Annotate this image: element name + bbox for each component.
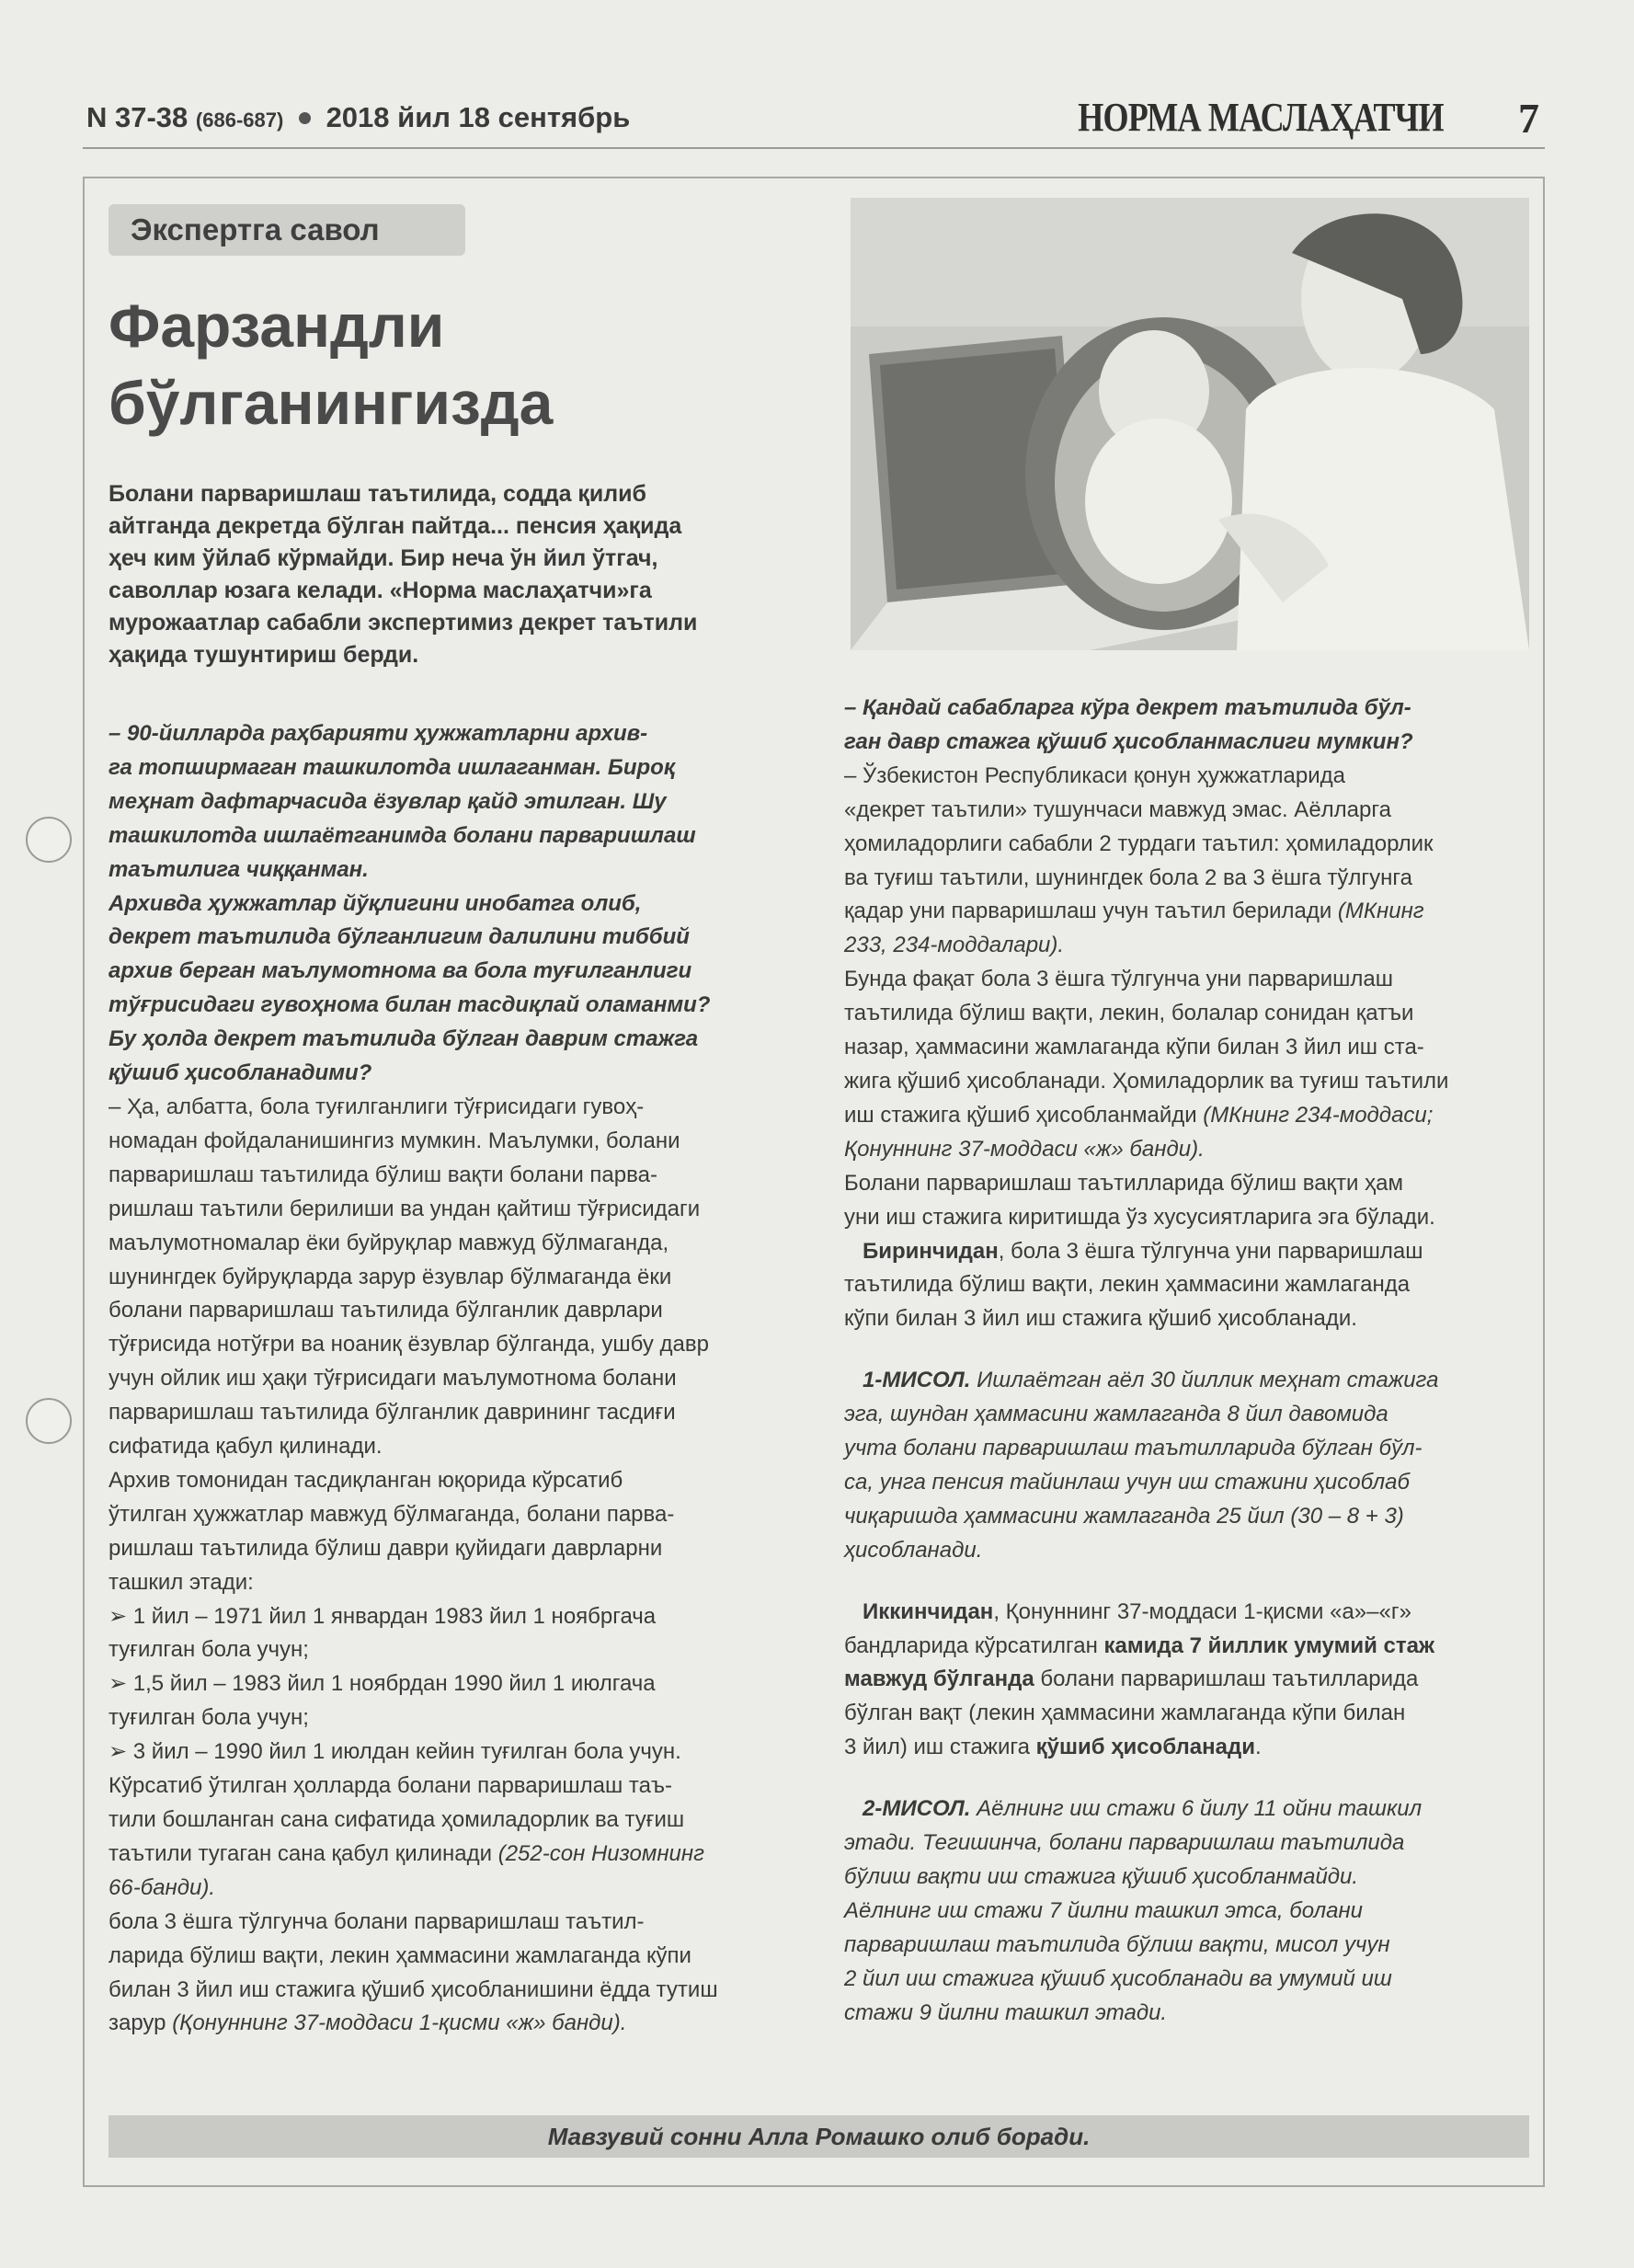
example-line: стажи 9 йилни ташкил этади. [844, 1999, 1168, 2025]
answer-line: ➢ 3 йил – 1990 йил 1 июлдан кейин туғилган бола учун. [109, 1739, 681, 1765]
answer-line: ҳомиладорлиги сабабли 2 турдаги таътил: ҳомиладорлик [844, 830, 1434, 856]
question-line: архив берган маълумотнома ва бола туғилганлиги [109, 958, 692, 984]
question-line: меҳнат дафтарчасида ёзувлар қайд этилган. Шу [109, 788, 667, 814]
answer-line: бўлган вақт (лекин ҳаммасини жамлаганда кўпи билан [844, 1701, 1406, 1726]
reader-question [844, 692, 1529, 760]
question-line: Архивда ҳужжатлар йўқлигини инобатга олиб, [109, 890, 642, 916]
answer-line: кўпи билан 3 йил иш стажига қўшиб ҳисобланади. [844, 1306, 1357, 1332]
binder-hole-icon [26, 817, 72, 863]
emphasis-text: мавжуд бўлганда [844, 1667, 1034, 1692]
answer-line: парваришлаш таътилида бўлиш вақти болани парва- [109, 1162, 657, 1187]
answer-line: ўтилган ҳужжатлар мавжуд бўлмаганда, болани парва- [109, 1501, 675, 1527]
answer-line: таътилида бўлиш вақти, лекин ҳаммасини жамлаганда [844, 1272, 1411, 1298]
answer-line: – Ҳа, албатта, бола туғилганлиги тўғрисидаги гувоҳ- [109, 1094, 645, 1119]
example-label: 2-МИСОЛ. [863, 1796, 971, 1822]
answer-line [844, 1630, 1529, 1664]
answer-line: назар, ҳаммасини жамлаганда кўпи билан 3 йил иш ста- [844, 1035, 1424, 1060]
answer-line: шунингдек буйруқларда зарур ёзувлар бўлмаганда ёки [109, 1264, 672, 1289]
answer-line: номадан фойдаланишингиз мумкин. Маълумки, болани [109, 1128, 680, 1153]
answer-line [844, 1099, 1529, 1133]
question-line: га топширмаган ташкилотда ишлаганман. Бироқ [109, 754, 675, 780]
mother-baby-laptop-illustration [851, 198, 1529, 650]
answer-line [844, 1235, 1529, 1269]
page-number: 7 [1518, 95, 1539, 142]
answer-line: билан 3 йил иш стажига қўшиб ҳисобланишини ёдда тутиш [109, 1976, 718, 2002]
question-line: ташкилотда ишлаётганимда болани парваришлаш [109, 822, 696, 848]
emphasis-text: Биринчидан [863, 1238, 999, 1264]
answer-text: 3 йил) иш стажига [844, 1735, 1036, 1760]
emphasis-text: қўшиб ҳисобланади [1035, 1735, 1255, 1760]
answer-line: уни иш стажига киритишда ўз хусусиятларига эга бўлади. [844, 1204, 1435, 1230]
answer-line: ришлаш таътилида бўлиш даври қуйидаги даврларни [109, 1535, 663, 1561]
example-line: парваришлаш таътилида бўлиш вақти, мисол учун [844, 1931, 1390, 1957]
answer-line: жига қўшиб ҳисобланади. Ҳомиладорлик ва туғиш таътили [844, 1068, 1449, 1094]
answer-line: ришлаш таътили берилиши ва ундан қайтиш тўғрисидаги [109, 1196, 701, 1221]
example-text: Ишлаётган аёл 30 йиллик меҳнат стажига [970, 1368, 1439, 1393]
answer-text: болани парваришлаш таътилларида [1034, 1667, 1419, 1692]
question-line: тўғрисидаги гувоҳнома билан тасдиқлай оламанми? [109, 992, 711, 1018]
legal-reference: (МКнинг [1331, 899, 1424, 924]
emphasis-text: Иккинчидан [863, 1598, 994, 1624]
answer-line: Болани парваришлаш таътилларида бўлиш вақти ҳам [844, 1170, 1403, 1196]
answer-line: «декрет таътили» тушунчаси мавжуд эмас. Аёлларга [844, 796, 1391, 822]
page-header [83, 92, 1545, 149]
example-label: 1-МИСОЛ. [863, 1368, 971, 1393]
answer-line: туғилган бола учун; [109, 1637, 309, 1663]
lead-line: ҳеч ким ўйлаб кўрмайди. Бир неча ўн йил ўтгач, [109, 545, 658, 571]
answer-line: сифатида қабул қилинади. [109, 1434, 383, 1460]
answer-line [109, 2007, 800, 2041]
spacer [844, 1765, 1529, 1793]
answer-line: ларида бўлиш вақти, лекин ҳаммасини жамлаганда кўпи [109, 1942, 691, 1968]
answer-line [844, 1596, 1529, 1630]
example-1 [844, 1364, 1529, 1567]
answer-line: маълумотномалар ёки буйруқлар мавжуд бўлмаганда, [109, 1230, 669, 1255]
answer-text: , Қонуннинг 37-моддаси 1-қисми «а»–«г» [993, 1598, 1411, 1624]
example-line: эга, шундан ҳаммасини жамлаганда 8 йил давомида [844, 1402, 1388, 1427]
answer-text: қадар уни парваришлаш учун таътил берилади [844, 899, 1332, 924]
question-line: декрет таътилида бўлганлигим далилини тиббий [109, 924, 690, 950]
answer-line: Бунда фақат бола 3 ёшга тўлгунча уни парваришлаш [844, 967, 1393, 992]
answer-text: , бола 3 ёшга тўлгунча уни парваришлаш [998, 1238, 1423, 1264]
legal-reference: (Қонуннинг 37-моддаси 1-қисми «ж» банди). [172, 2010, 627, 2036]
example-line [844, 1364, 1529, 1398]
answer-line: бола 3 ёшга тўлгунча болани парваришлаш таътил- [109, 1908, 645, 1934]
lead-line: саволлар юзага келади. «Норма маслаҳатчи»га [109, 578, 652, 603]
expert-answer [109, 1091, 800, 2041]
answer-line: ➢ 1,5 йил – 1983 йил 1 ноябрдан 1990 йил 1 июлгача [109, 1671, 656, 1697]
answer-line: – Ўзбекистон Республикаси қонун ҳужжатларида [844, 762, 1345, 788]
answer-line [844, 895, 1529, 929]
lead-line: мурожаатлар сабабли экспертимиз декрет таътили [109, 610, 698, 636]
headline-line: бўлганингизда [109, 369, 554, 437]
answer-line: болани парваришлаш таътилида бўлганлик даврлари [109, 1298, 663, 1323]
left-column [109, 717, 800, 2041]
answer-text: иш стажига қўшиб ҳисобланмайди [844, 1102, 1197, 1128]
legal-reference: Қонуннинг 37-моддаси «ж» банди). [844, 1136, 1205, 1162]
answer-line [844, 1731, 1529, 1765]
right-column [844, 692, 1529, 2031]
answer-text: бандларида кўрсатилган [844, 1632, 1104, 1658]
rubric-label: Экспертга савол [109, 204, 465, 256]
reader-question [109, 717, 800, 1091]
example-line: учта болани парваришлаш таътилларида бўлган бўл- [844, 1436, 1423, 1461]
answer-line: туғилган бола учун; [109, 1705, 309, 1731]
answer-line: Архив томонидан тасдиқланган юқорида кўрсатиб [109, 1467, 623, 1493]
answer-line: Кўрсатиб ўтилган ҳолларда болани парваришлаш таъ- [109, 1773, 672, 1799]
legal-reference: 66-банди). [109, 1874, 216, 1900]
legal-reference: 233, 234-моддалари). [844, 933, 1065, 958]
question-line: Бу ҳолда декрет таътилида бўлган даврим стажга [109, 1026, 699, 1052]
lead-line: Болани парваришлаш таътилида, содда қилиб [109, 481, 646, 507]
legal-reference: (252-сон Низомнинг [492, 1840, 704, 1866]
example-line: са, унга пенсия тайинлаш учун иш стажини ҳисоблаб [844, 1469, 1410, 1495]
masthead: НОРМА МАСЛАҲАТЧИ [1078, 95, 1444, 140]
example-line: Аёлнинг иш стажи 7 йилни ташкил этса, болани [844, 1897, 1363, 1923]
example-line: чиқаришда ҳаммасини жамлаганда 25 йил (30 – 8 + 3) [844, 1503, 1404, 1529]
headline-line: Фарзандли [109, 292, 445, 360]
spacer [844, 1568, 1529, 1596]
lead-line: ҳақида тушунтириш берди. [109, 642, 419, 668]
answer-line: таътилида бўлиш вақти, лекин, болалар сонидан қатъи [844, 1001, 1414, 1026]
lead-paragraph [109, 478, 835, 671]
answer-line: ➢ 1 йил – 1971 йил 1 январдан 1983 йил 1 ноябргача [109, 1603, 657, 1629]
issue-sub-number: (686-687) [195, 109, 284, 132]
article-photo [851, 198, 1529, 650]
answer-line: тўғрисида нотўғри ва ноаниқ ёзувлар бўлганда, ушбу давр [109, 1332, 709, 1357]
answer-line [109, 1838, 800, 1872]
answer-line [844, 1663, 1529, 1697]
lead-line: айтганда декретда бўлган пайтда... пенсия ҳақида [109, 513, 682, 539]
answer-text: . [1254, 1735, 1262, 1760]
question-line: ган давр стажга қўшиб ҳисобланмаслиги мумкин? [844, 728, 1413, 754]
question-line: қўшиб ҳисобланадими? [109, 1060, 372, 1086]
question-line: – 90-йилларда раҳбарияти ҳужжатларни архив- [109, 721, 648, 746]
issue-number: N 37-38 [86, 101, 189, 133]
issue-info [86, 101, 630, 134]
example-line: 2 йил иш стажига қўшиб ҳисобланади ва умумий иш [844, 1965, 1392, 1991]
editor-credit-bar: Мавзувий сонни Алла Ромашко олиб боради. [109, 2115, 1529, 2158]
answer-line: учун ойлик иш ҳақи тўғрисидаги маълумотнома болани [109, 1366, 677, 1392]
legal-reference: (МКнинг 234-моддаси; [1196, 1102, 1434, 1128]
answer-line: тили бошланган сана сифатида ҳомиладорлик ва туғиш [109, 1807, 685, 1832]
answer-text: таътили тугаган сана қабул қилинади [109, 1840, 493, 1866]
answer-line: парваришлаш таътилида бўлганлик даврининг тасдиғи [109, 1400, 676, 1426]
expert-answer [844, 760, 1529, 2031]
answer-text: зарур [109, 2010, 173, 2036]
spacer [844, 1336, 1529, 1364]
binder-hole-icon [26, 1398, 72, 1444]
issue-date: 2018 йил 18 сентябрь [326, 101, 631, 133]
example-line: этади. Тегишинча, болани парваришлаш таътилида [844, 1830, 1405, 1856]
question-line: – Қандай сабабларга кўра декрет таътилида бўл- [844, 695, 1411, 720]
example-line [844, 1793, 1529, 1827]
example-2 [844, 1793, 1529, 2030]
answer-line: ва туғиш таътили, шунингдек бола 2 ва 3 ёшга тўлгунга [844, 865, 1412, 890]
headline [109, 287, 807, 441]
question-line: таътилига чиққанман. [109, 856, 369, 882]
bullet-dot-icon [299, 112, 311, 124]
answer-line: ташкил этади: [109, 1569, 254, 1595]
example-text: Аёлнинг иш стажи 6 йилу 11 ойни ташкил [970, 1796, 1423, 1822]
emphasis-text: камида 7 йиллик умумий стаж [1103, 1632, 1434, 1658]
example-line: бўлиш вақти иш стажига қўшиб ҳисобланмайди. [844, 1864, 1359, 1889]
example-line: ҳисобланади. [844, 1537, 983, 1563]
